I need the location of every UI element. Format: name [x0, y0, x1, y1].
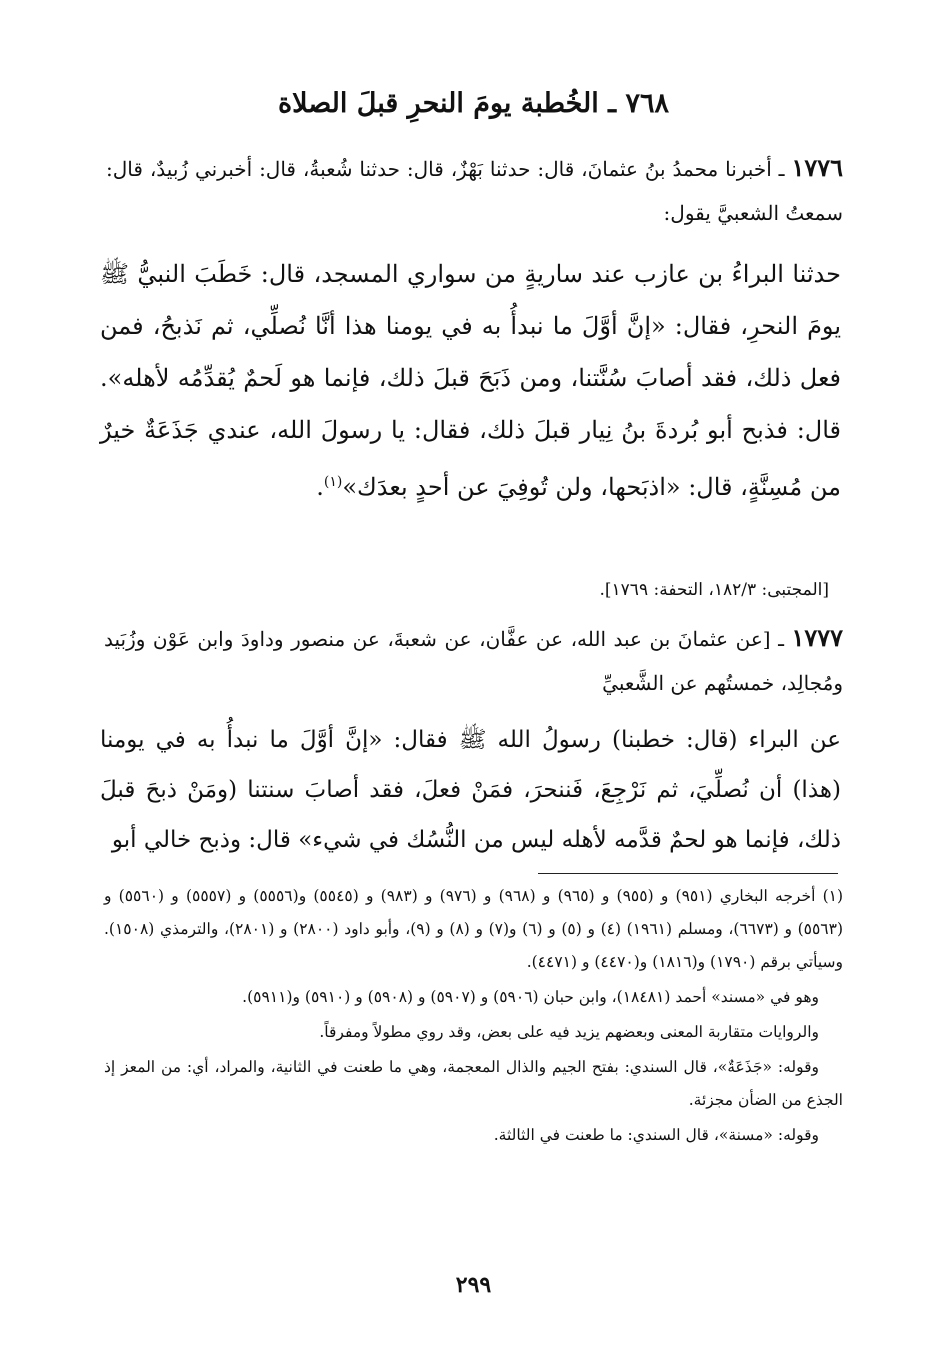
chapter-title: ٧٦٨ ـ الخُطبة يومَ النحرِ قبلَ الصلاة [277, 88, 670, 119]
hadith-1777-isnad [104, 616, 843, 705]
footnote-divider [538, 873, 838, 874]
isnad-text: ـ [عن عثمانَ بن عبد الله، عن عفَّان، عن شعبةَ، عن منصور وداودَ وابن عَوْن وزُبَيد ومُجالِد، خمستُهم عن الشَّعبيِّ [104, 627, 843, 695]
footnote-1: (١) أخرجه البخاري (٩٥١) و (٩٥٥) و (٩٦٥) و (٩٦٨) و (٩٧٦) و (٩٨٣) و (٥٥٤٥) و(٥٥٥٦) و (٥٥٥٧) و (٥٥٦٠) و (٥٥٦٣) و (٦٦٧٣)، ومسلم (١٩٦١) (٤) و (٥) و (٦) و(٧) و (٨) و (٩)، وأبو داود (٢٨٠٠) و (٢٨٠١)، والترمذي (١٥٠٨). وسيأتي برقم (١٧٩٠) و(١٨١٦) و(٤٤٧٠) و (٤٤٧١). [104, 887, 844, 971]
isnad-text: ـ أخبرنا محمدُ بنُ عثمانَ، قال: حدثنا بَهْزٌ، قال: حدثنا شُعبةُ، قال: أخبرني زُبيدٌ، قال: سمعتُ الشعبيَّ يقول: [106, 157, 843, 225]
footnote-paragraph: والروايات متقاربة المعنى وبعضهم يزيد فيه على بعض، وقد روي مطولاً ومفرقاً. [319, 1023, 819, 1041]
matn-text: حدثنا البراءُ بن عازب عند ساريةٍ من سواري المسجد، قال: خَطَبَ النبيُّ ﷺ يومَ النحرِ، فقال: «إنَّ أوَّلَ ما نبدأُ به في يومنا هذا أنَّا نُصلِّي، ثم نَذبحُ، فمن فعل ذلك، فقد أصابَ سُنَّتنا، ومن ذَبَحَ قبلَ ذلك، فإنما هو لَحمٌ يُقدِّمُه لأهله». قال: فذبح أبو بُردةَ بنُ نِيار قبلَ ذلك، فقال: يا رسولَ الله، عندي جَذَعَةٌ خيرٌ من مُسِنَّةٍ، قال: «اذبَحها، ولن تُوفِيَ عن أحدٍ بعدَك» [100, 260, 842, 501]
hadith-1776-matn: حدثنا البراءُ بن عازب عند ساريةٍ من سواري المسجد، قال: خَطَبَ النبيُّ ﷺ يومَ النحرِ، فقال: «إنَّ أوَّلَ ما نبدأُ به في يومنا هذا أنَّا نُصلِّي، ثم نَذبحُ، فمن فعل ذلك، فقد أصابَ سُنَّتنا، ومن ذَبَحَ قبلَ ذلك، فإنما هو لَحمٌ يُقدِّمُه لأهله». قال: فذبح أبو بُردةَ بنُ نِيار قبلَ ذلك، فقال: يا رسولَ الله، عندي جَذَعَةٌ خيرٌ من مُسِنَّةٍ، قال: «اذبَحها، ولن تُوفِيَ عن أحدٍ بعدَك»$^{(١)}$. [100, 260, 842, 501]
hadith-number: ١٧٧٧ [791, 623, 843, 652]
hadith-number: ١٧٧٦ [791, 153, 843, 182]
footnote-paragraph: وقوله: «جَذَعَةٌ»، قال السندي: بفتح الجيم والذال المعجمة، وهي ما طعنت في الثانية، والمراد، أي: من المعز إذ الجذع من الضأن مجزئة. [104, 1058, 843, 1109]
page-number: ٢٩٩ [455, 1272, 492, 1298]
hadith-1776-reference: [المجتبى: ١٨٢/٣، التحفة: ١٧٦٩]. [599, 580, 829, 600]
hadith-1776-isnad [106, 146, 843, 235]
hadith-1777-matn: عن البراء (قال: خطبنا) رسولُ الله ﷺ فقال: «إنَّ أوَّلَ ما نبدأُ به في يومنا (هذا) أن نُصلِّيَ، ثم نَرْجِعَ، فَننحرَ، فمَنْ فعلَ، فقد أصابَ سنتنا (ومَنْ ذبحَ قبلَ ذلك، فإنما هو لحمٌ قدَّمه لأهله ليس من النُّسُك في شيء» قال: وذبح خالي أبو [100, 727, 841, 853]
footnote-paragraph: وهو في «مسند» أحمد (١٨٤٨١)، وابن حبان (٥٩٠٦) و (٥٩٠٧) و (٥٩٠٨) و (٥٩١٠) و(٥٩١١). [242, 988, 819, 1006]
footnote-paragraph: وقوله: «مسنة»، قال السندي: ما طعنت في الثالثة. [493, 1126, 819, 1144]
footnotes [104, 880, 843, 1154]
footnote-marker[interactable]: (١) [323, 474, 343, 490]
